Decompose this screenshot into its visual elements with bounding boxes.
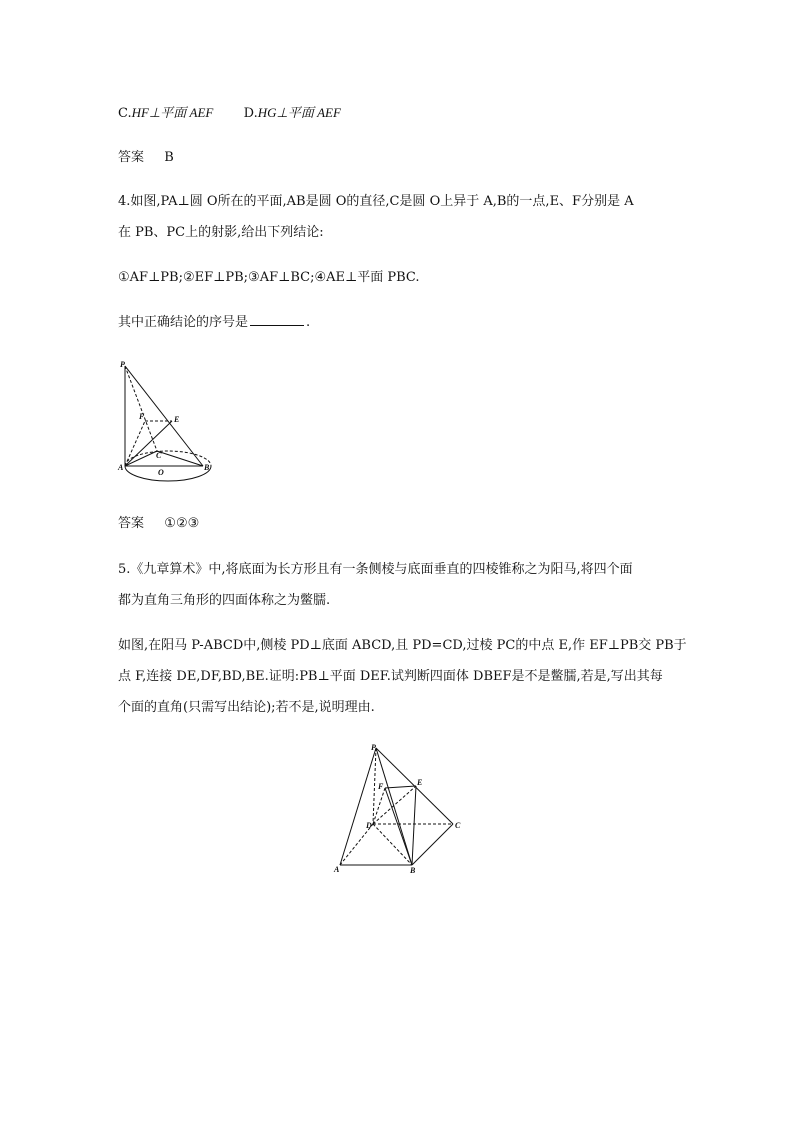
answer-value: ①②③ [164,516,200,531]
label-F: F [139,412,145,421]
option-d-text: HG⊥平面 AEF [257,105,341,120]
q5-line-2: 都为直角三角形的四面体称之为鳖臑. [118,593,331,608]
q5-figure [330,742,465,874]
label-B: B [410,866,416,874]
option-c-label: C. [118,106,132,121]
answer-blank [250,313,304,326]
q4-question-text: 其中正确结论的序号是 [118,315,249,330]
answer-label: 答案 [118,150,145,165]
label-F: F [378,782,384,791]
q4-conclusions: ①AF⊥PB;②EF⊥PB;③AF⊥BC;④AE⊥平面 PBC. [118,270,420,285]
option-d-label: D. [243,106,258,121]
label-A: A [334,865,340,874]
q4-figure [114,358,219,488]
q4-answer [118,514,199,534]
label-P: P [371,743,376,752]
label-C: C [156,451,162,460]
label-B: B [204,463,210,472]
q4-line-1: 4.如图,PA⊥圆 O所在的平面,AB是圆 O的直径,C是圆 O上异于 A,B的一点,E、F分别是 A [118,194,634,209]
q5-line-1: 5.《九章算术》中,将底面为长方形且有一条侧棱与底面垂直的四棱锥称之为阳马,将四个面 [118,562,633,577]
q5-line-4: 点 F,连接 DE,DF,BD,BE.证明:PB⊥平面 DEF.试判断四面体 DBEF是不是鳖臑,若是,写出其每 [118,669,663,684]
answer-value: B [164,150,174,165]
q4-line-2: 在 PB、PC上的射影,给出下列结论: [118,225,324,240]
q4-question-end: . [306,315,311,330]
option-c-text: HF⊥平面 AEF [131,105,214,120]
label-C: C [455,821,461,830]
label-P: P [120,360,125,369]
label-D: D [366,821,372,830]
label-O: O [158,468,164,477]
label-E: E [417,778,423,787]
q5-line-3: 如图,在阳马 P-ABCD中,侧棱 PD⊥底面 ABCD,且 PD=CD,过棱 PC的中点 E,作 EF⊥PB交 PB于 [118,638,687,653]
q5-line-5: 个面的直角(只需写出结论);若不是,说明理由. [118,700,375,715]
label-E: E [174,415,180,424]
q4-question [118,313,310,333]
label-A: A [118,463,124,472]
answer-label: 答案 [118,516,145,531]
q3-answer [118,148,174,168]
q3-options-row [118,103,341,124]
